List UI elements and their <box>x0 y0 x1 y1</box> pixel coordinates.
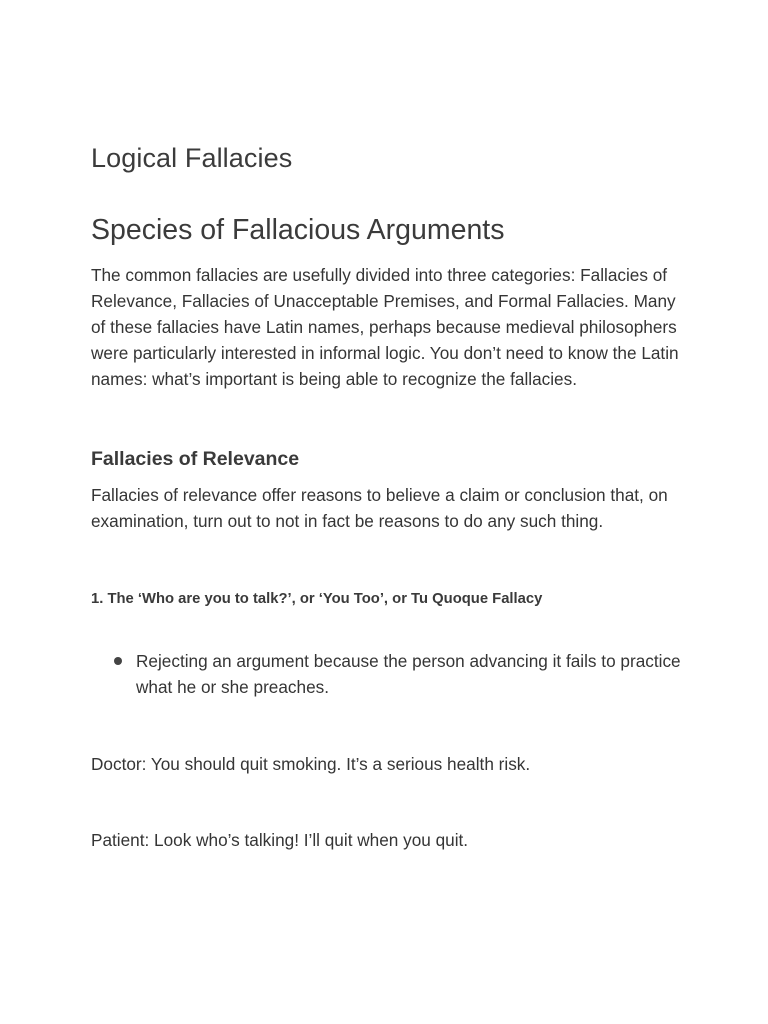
document-title: Logical Fallacies <box>91 143 293 173</box>
fallacy-1-heading: 1. The ‘Who are you to talk?’, or ‘You Too’, or Tu Quoque Fallacy <box>91 591 543 607</box>
example-patient-line: Patient: Look who’s talking! I’ll quit when you quit. <box>91 830 469 850</box>
relevance-paragraph: Fallacies of relevance offer reasons to believe a claim or conclusion that, on examination, turn out to not in fact be reasons to do any such thing. <box>91 485 668 531</box>
relevance-heading: Fallacies of Relevance <box>91 448 300 470</box>
fallacy-1-bullet-list <box>91 648 691 700</box>
section-heading: Species of Fallacious Arguments <box>91 214 505 246</box>
bullet-text: Rejecting an argument because the person advancing it fails to practice what he or she preaches. <box>136 651 681 697</box>
example-doctor-line: Doctor: You should quit smoking. It’s a serious health risk. <box>91 754 531 774</box>
bullet-item <box>91 648 691 700</box>
bullet-icon <box>114 657 122 665</box>
intro-paragraph: The common fallacies are usefully divided into three categories: Fallacies of Relevance, Fallacies of Unacceptable Premises, and Formal Fallacies. Many of these fallacies have Latin names, perhaps because medieval philosophers were particularly interested in informal logic. You don’t need to know the Latin names: what’s important is being able to recognize the fallacies. <box>91 265 679 389</box>
